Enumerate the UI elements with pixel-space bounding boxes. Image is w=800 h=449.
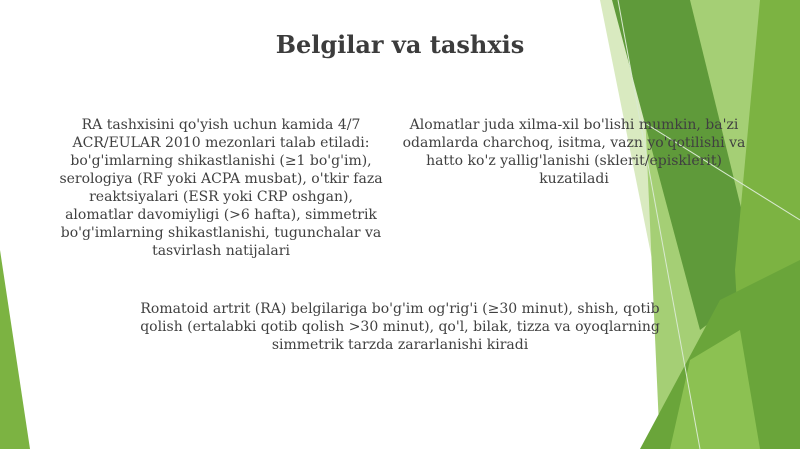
bottom-text-block: Romatoid artrit (RA) belgilariga bo'g'im og'rig'i (≥30 minut), shish, qotib qolish (ertalabki qotib qolish >30 minut), qo'l, bilak, tizza va oyoqlarning simmetrik tarzda zararlanishi kiradi [140, 301, 660, 353]
slide-title: Belgilar va tashxis [275, 30, 525, 59]
left-green-wedge [0, 250, 30, 449]
right-text-block: Alomatlar juda xilma-xil bo'lishi mumkin, ba'zi odamlarda charchoq, isitma, vazn yo'qotilishi va hatto ko'z yallig'lanishi (sklerit/episklerit) kuzatiladi [402, 117, 746, 187]
left-text-block: RA tashxisini qo'yish uchun kamida 4/7 ACR/EULAR 2010 mezonlari talab etiladi: bo'g'imlarning shikastlanishi (≥1 bo'g'im), serologiya (RF yoki ACPA musbat), o'tkir faza reaktsiyalari (ESR yoki CRP oshgan), alomatlar davomiyligi (>6 hafta), simmetrik bo'g'imlarning shikastlanishi, tugunchalar va tasvirlash natijalari [59, 117, 383, 259]
